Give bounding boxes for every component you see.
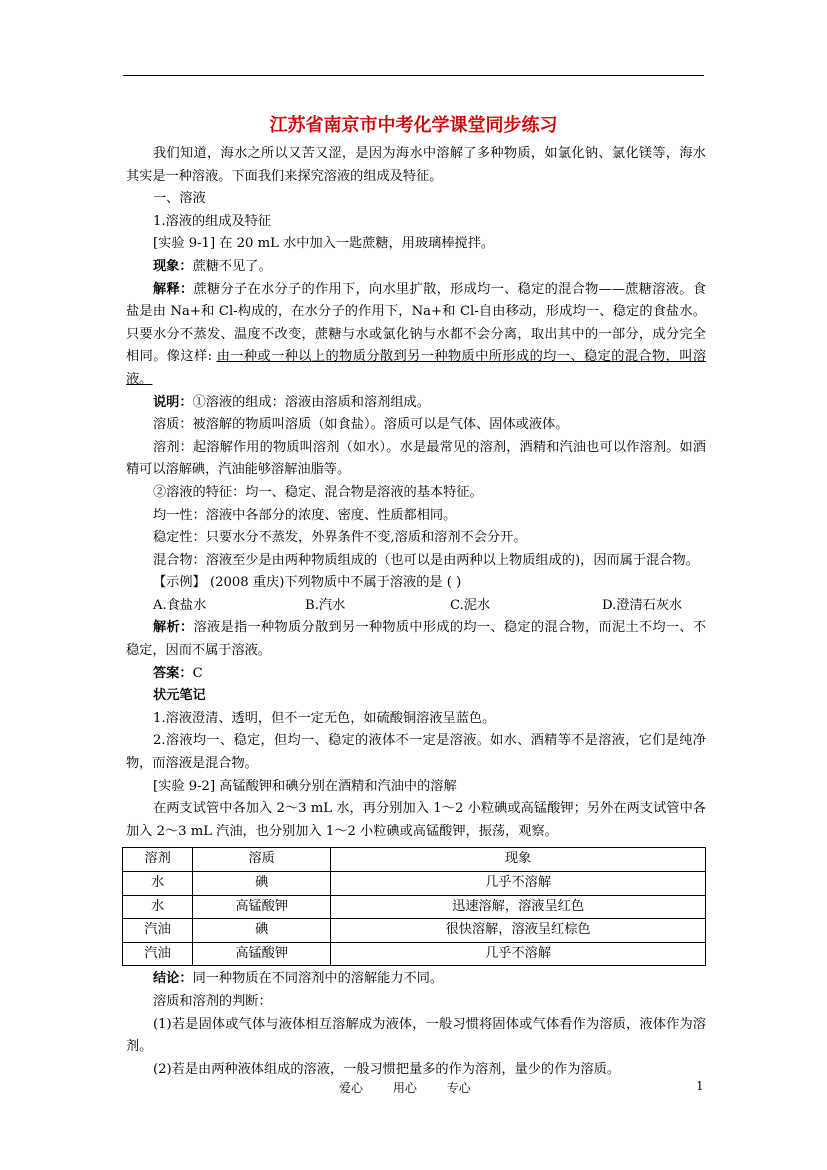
table-row xyxy=(123,872,706,896)
explanation xyxy=(126,279,706,392)
observation xyxy=(126,256,706,279)
analysis-label: 解析： xyxy=(153,620,194,636)
solution-features: ②溶液的特征：均一、稳定、混合物是溶液的基本特征。 xyxy=(153,484,483,500)
table-cell: 水 xyxy=(123,872,193,896)
mixture: 混合物：溶液至少是由两种物质组成的（也可以是由两种以上物质组成的)，因而属于混合物。 xyxy=(153,552,699,568)
header-rule xyxy=(123,75,704,76)
judgement-2: (2)若是由两种液体组成的溶液，一般习惯把量多的作为溶剂，量少的作为溶质。 xyxy=(153,1061,621,1077)
judgement-title: 溶质和溶剂的判断： xyxy=(153,993,272,1009)
table-row xyxy=(123,895,706,919)
answer xyxy=(126,663,706,686)
choice-a: A.食盐水 xyxy=(153,597,207,613)
header-cell: 溶剂 xyxy=(123,848,193,872)
experiment-2: [实验 9-2] 高锰酸钾和碘分别在酒精和汽油中的溶解 xyxy=(153,778,457,794)
example-label: 【示例】 xyxy=(153,575,206,591)
answer-label: 答案： xyxy=(153,665,193,681)
note-label: 说明： xyxy=(153,394,193,410)
table-cell: 汽油 xyxy=(123,919,193,943)
solute-definition: 溶质：被溶解的物质叫溶质（如食盐）。溶质可以是气体、固体或液体。 xyxy=(153,417,569,433)
analysis xyxy=(126,617,706,662)
example xyxy=(126,572,706,595)
page-number: 1 xyxy=(696,1079,704,1093)
subsection-heading: 1.溶液的组成及特征 xyxy=(153,213,272,229)
choice-c: C.泥水 xyxy=(450,597,491,613)
note-1: 1.溶液澄清、透明，但不一定无色，如硫酸铜溶液呈蓝色。 xyxy=(153,710,496,726)
conclusion xyxy=(126,968,706,991)
choice-d: D.澄清石灰水 xyxy=(602,597,683,613)
section-heading: 一、溶液 xyxy=(153,191,206,207)
solubility-table xyxy=(122,847,706,966)
header-cell: 现象 xyxy=(331,848,706,872)
explanation-label: 解释： xyxy=(153,281,194,297)
observation-label: 现象： xyxy=(153,258,193,274)
document-body xyxy=(126,143,706,1081)
explanation-text: 蔗糖分子在水分子的作用下，向水里扩散，形成均一、稳定的混合物——蔗糖溶液。食盐是由 Na+和 Cl-构成的，在水分子的作用下，Na+和 Cl-自由移动，形成均一、稳定的食盐水。只要水分不蒸发、温度不改变，蔗糖与水或氯化钠与水都不会分离，取出其中的一部分，成分完全相同。像这样: xyxy=(126,281,707,365)
note-2: 2.溶液均一、稳定，但均一、稳定的液体不一定是溶液。如水、酒精等不是溶液，它们是纯净物，而溶液是混合物。 xyxy=(126,733,706,772)
intro-paragraph: 我们知道，海水之所以又苦又涩，是因为海水中溶解了多种物质，如氯化钠、氯化镁等，海水其实是一种溶液。下面我们来探究溶液的组成及特征。 xyxy=(126,146,706,184)
example-question: (2008 重庆)下列物质中不属于溶液的是 ( ) xyxy=(205,575,462,591)
conclusion-label: 结论： xyxy=(153,971,193,987)
table-cell: 几乎不溶解 xyxy=(331,872,706,896)
table-cell: 碘 xyxy=(193,919,331,943)
conclusion-text: 同一种物质在不同溶剂中的溶解能力不同。 xyxy=(192,971,444,987)
stability: 稳定性：只要水分不蒸发，外界条件不变,溶质和溶剂不会分开。 xyxy=(153,530,527,546)
table-cell: 汽油 xyxy=(123,942,193,966)
document-title: 江苏省南京市中考化学课堂同步练习 xyxy=(269,115,558,136)
table-cell: 水 xyxy=(123,895,193,919)
table-cell: 高锰酸钾 xyxy=(193,895,331,919)
footer-item: 用心 xyxy=(392,1081,417,1095)
table-cell: 迅速溶解，溶液呈红色 xyxy=(331,895,706,919)
choice-b: B.汽水 xyxy=(305,597,346,613)
table-header-row xyxy=(123,848,706,872)
table-cell: 几乎不溶解 xyxy=(331,942,706,966)
footer-item: 专心 xyxy=(446,1081,471,1095)
solution-definition: 由一种或一种以上的物质分散到另一种物质中所形成的均一、稳定的混合物，叫溶液。 xyxy=(126,349,707,387)
table-cell: 碘 xyxy=(193,872,331,896)
note xyxy=(126,392,706,415)
answer-text: C xyxy=(192,665,203,681)
table-cell: 很快溶解，溶液呈红棕色 xyxy=(331,919,706,943)
notes-title: 状元笔记 xyxy=(153,688,206,704)
analysis-text: 溶液是指一种物质分散到另一种物质中形成的均一、稳定的混合物，而泥土不均一、不稳定，因而不属于溶液。 xyxy=(126,620,707,659)
observation-text: 蔗糖不见了。 xyxy=(192,258,272,274)
header-cell: 溶质 xyxy=(193,848,331,872)
footer-item: 爱心 xyxy=(339,1081,364,1095)
uniformity: 均一性：溶液中各部分的浓度、密度、性质都相同。 xyxy=(153,507,457,523)
table-row xyxy=(123,942,706,966)
experiment-2-text: 在两支试管中各加入 2～3 mL 水，再分别加入 1～2 小粒碘或高锰酸钾；另外在两支试管中各加入 2～3 mL 汽油，也分别加入 1～2 小粒碘或高锰酸钾，振荡，观察。 xyxy=(126,801,706,839)
table-row xyxy=(123,919,706,943)
footer-motto xyxy=(339,1079,497,1096)
solvent-definition: 溶剂：起溶解作用的物质叫溶剂（如水）。水是最常见的溶剂，酒精和汽油也可以作溶剂。如酒精可以溶解碘，汽油能够溶解油脂等。 xyxy=(126,439,706,478)
judgement-1: (1)若是固体或气体与液体相互溶解成为液体，一般习惯将固体或气体看作为溶质，液体作为溶剂。 xyxy=(126,1016,706,1055)
table-cell: 高锰酸钾 xyxy=(193,942,331,966)
note-text: ①溶液的组成：溶液由溶质和溶剂组成。 xyxy=(192,394,430,410)
answer-choices xyxy=(126,595,706,618)
experiment-1: [实验 9-1] 在 20 mL 水中加入一匙蔗糖，用玻璃棒搅拌。 xyxy=(153,236,495,252)
